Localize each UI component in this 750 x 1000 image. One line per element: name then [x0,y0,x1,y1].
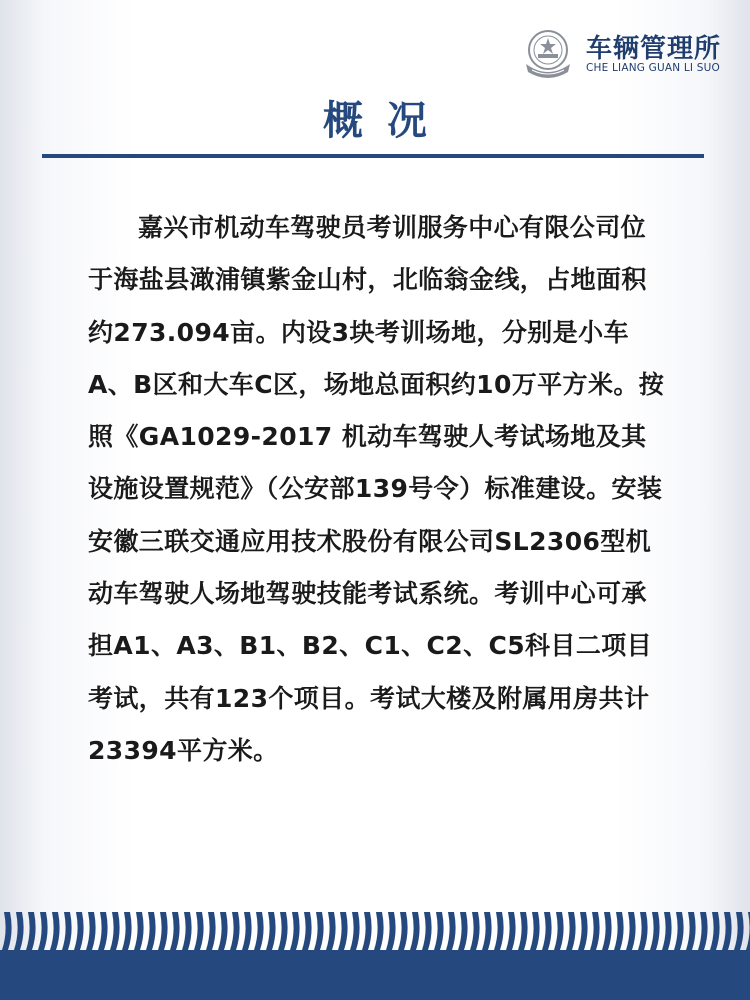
page-title: 概况 [323,98,451,144]
logo-title: 车辆管理所 [586,34,722,64]
title-divider [42,154,704,158]
logo-subtitle: CHE LIANG GUAN LI SUO [586,62,720,74]
footer-band [0,950,750,1000]
police-emblem-icon [520,26,576,80]
overview-paragraph: 嘉兴市机动车驾驶员考训服务中心有限公司位于海盐县澉浦镇紫金山村，北临翁金线，占地面积约273.094亩。内设3块考训场地，分别是小车A、B区和大车C区，场地总面积约10万平方米。按照《GA1029-2017 机动车驾驶人考试场地及其设施设置规范》（公安部139号令）标准建设。安装安徽三联交通应用技术股份有限公司SL2306型机动车驾驶人场地驾驶技能考试系统。考训中心可承担A1、A3、B1、B2、C1、C2、C5科目二项目考试，共有123个项目。考试大楼及附属用房共计23394平方米。 [88,213,665,765]
header-logo [520,24,730,80]
wave-stripe-pattern [0,912,750,950]
